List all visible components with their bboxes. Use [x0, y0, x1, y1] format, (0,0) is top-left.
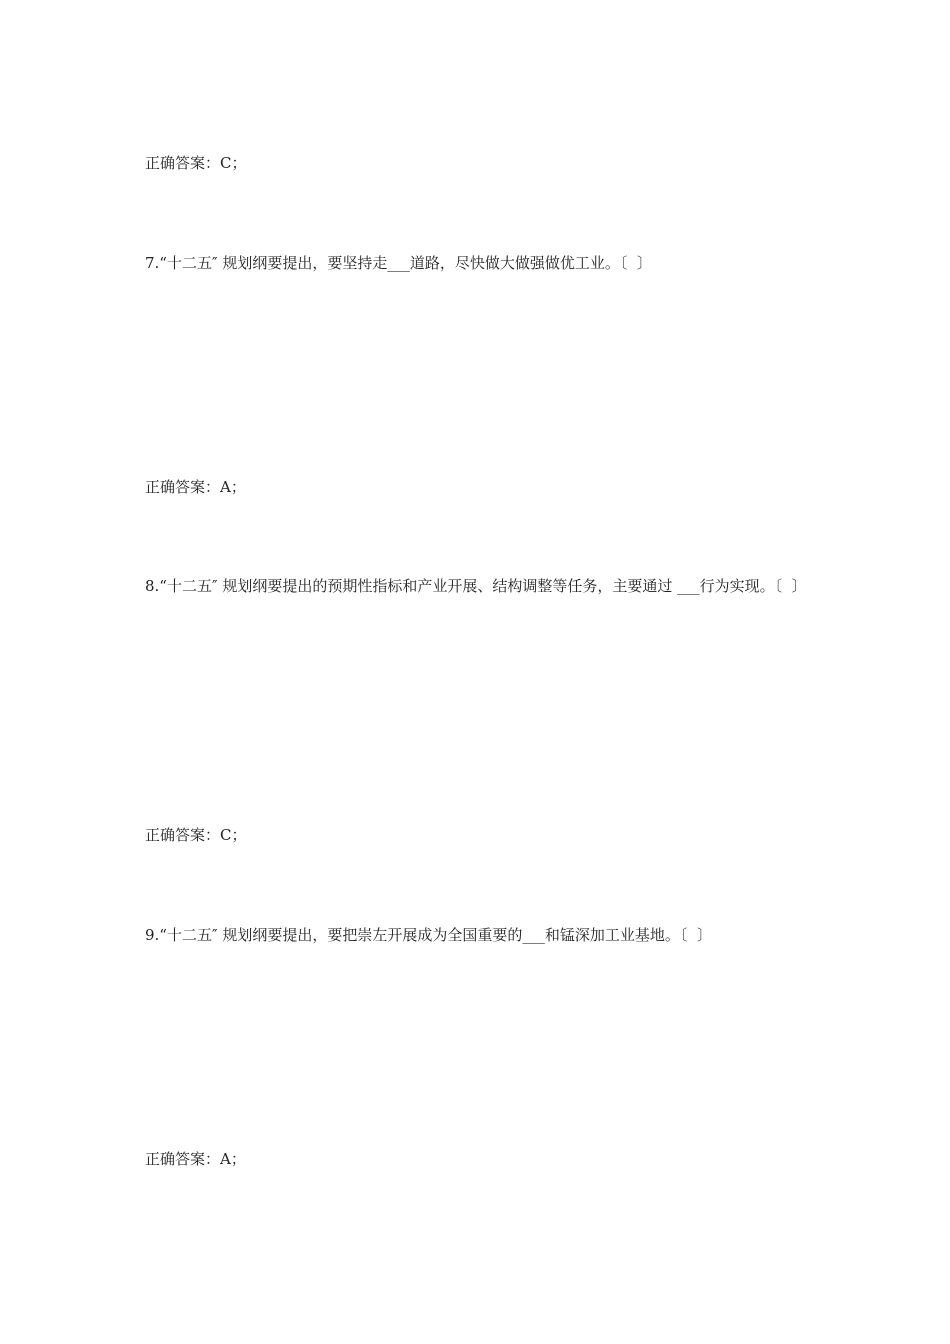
- question-7: 7.“十二五″ 规划纲要提出，要坚持走___道路，尽快做大做强做优工业。〔 〕: [145, 254, 652, 272]
- answer-8: 正确答案：C；: [145, 826, 247, 844]
- question-8: 8.“十二五″ 规划纲要提出的预期性指标和产业开展、结构调整等任务，主要通过 ___行为实现。〔 〕: [145, 577, 807, 595]
- answer-6: 正确答案：C；: [145, 154, 247, 172]
- answer-9: 正确答案：A；: [145, 1150, 246, 1168]
- answer-7: 正确答案：A；: [145, 478, 246, 496]
- question-9: 9.“十二五″ 规划纲要提出，要把崇左开展成为全国重要的___和锰深加工业基地。〔 〕: [145, 926, 712, 944]
